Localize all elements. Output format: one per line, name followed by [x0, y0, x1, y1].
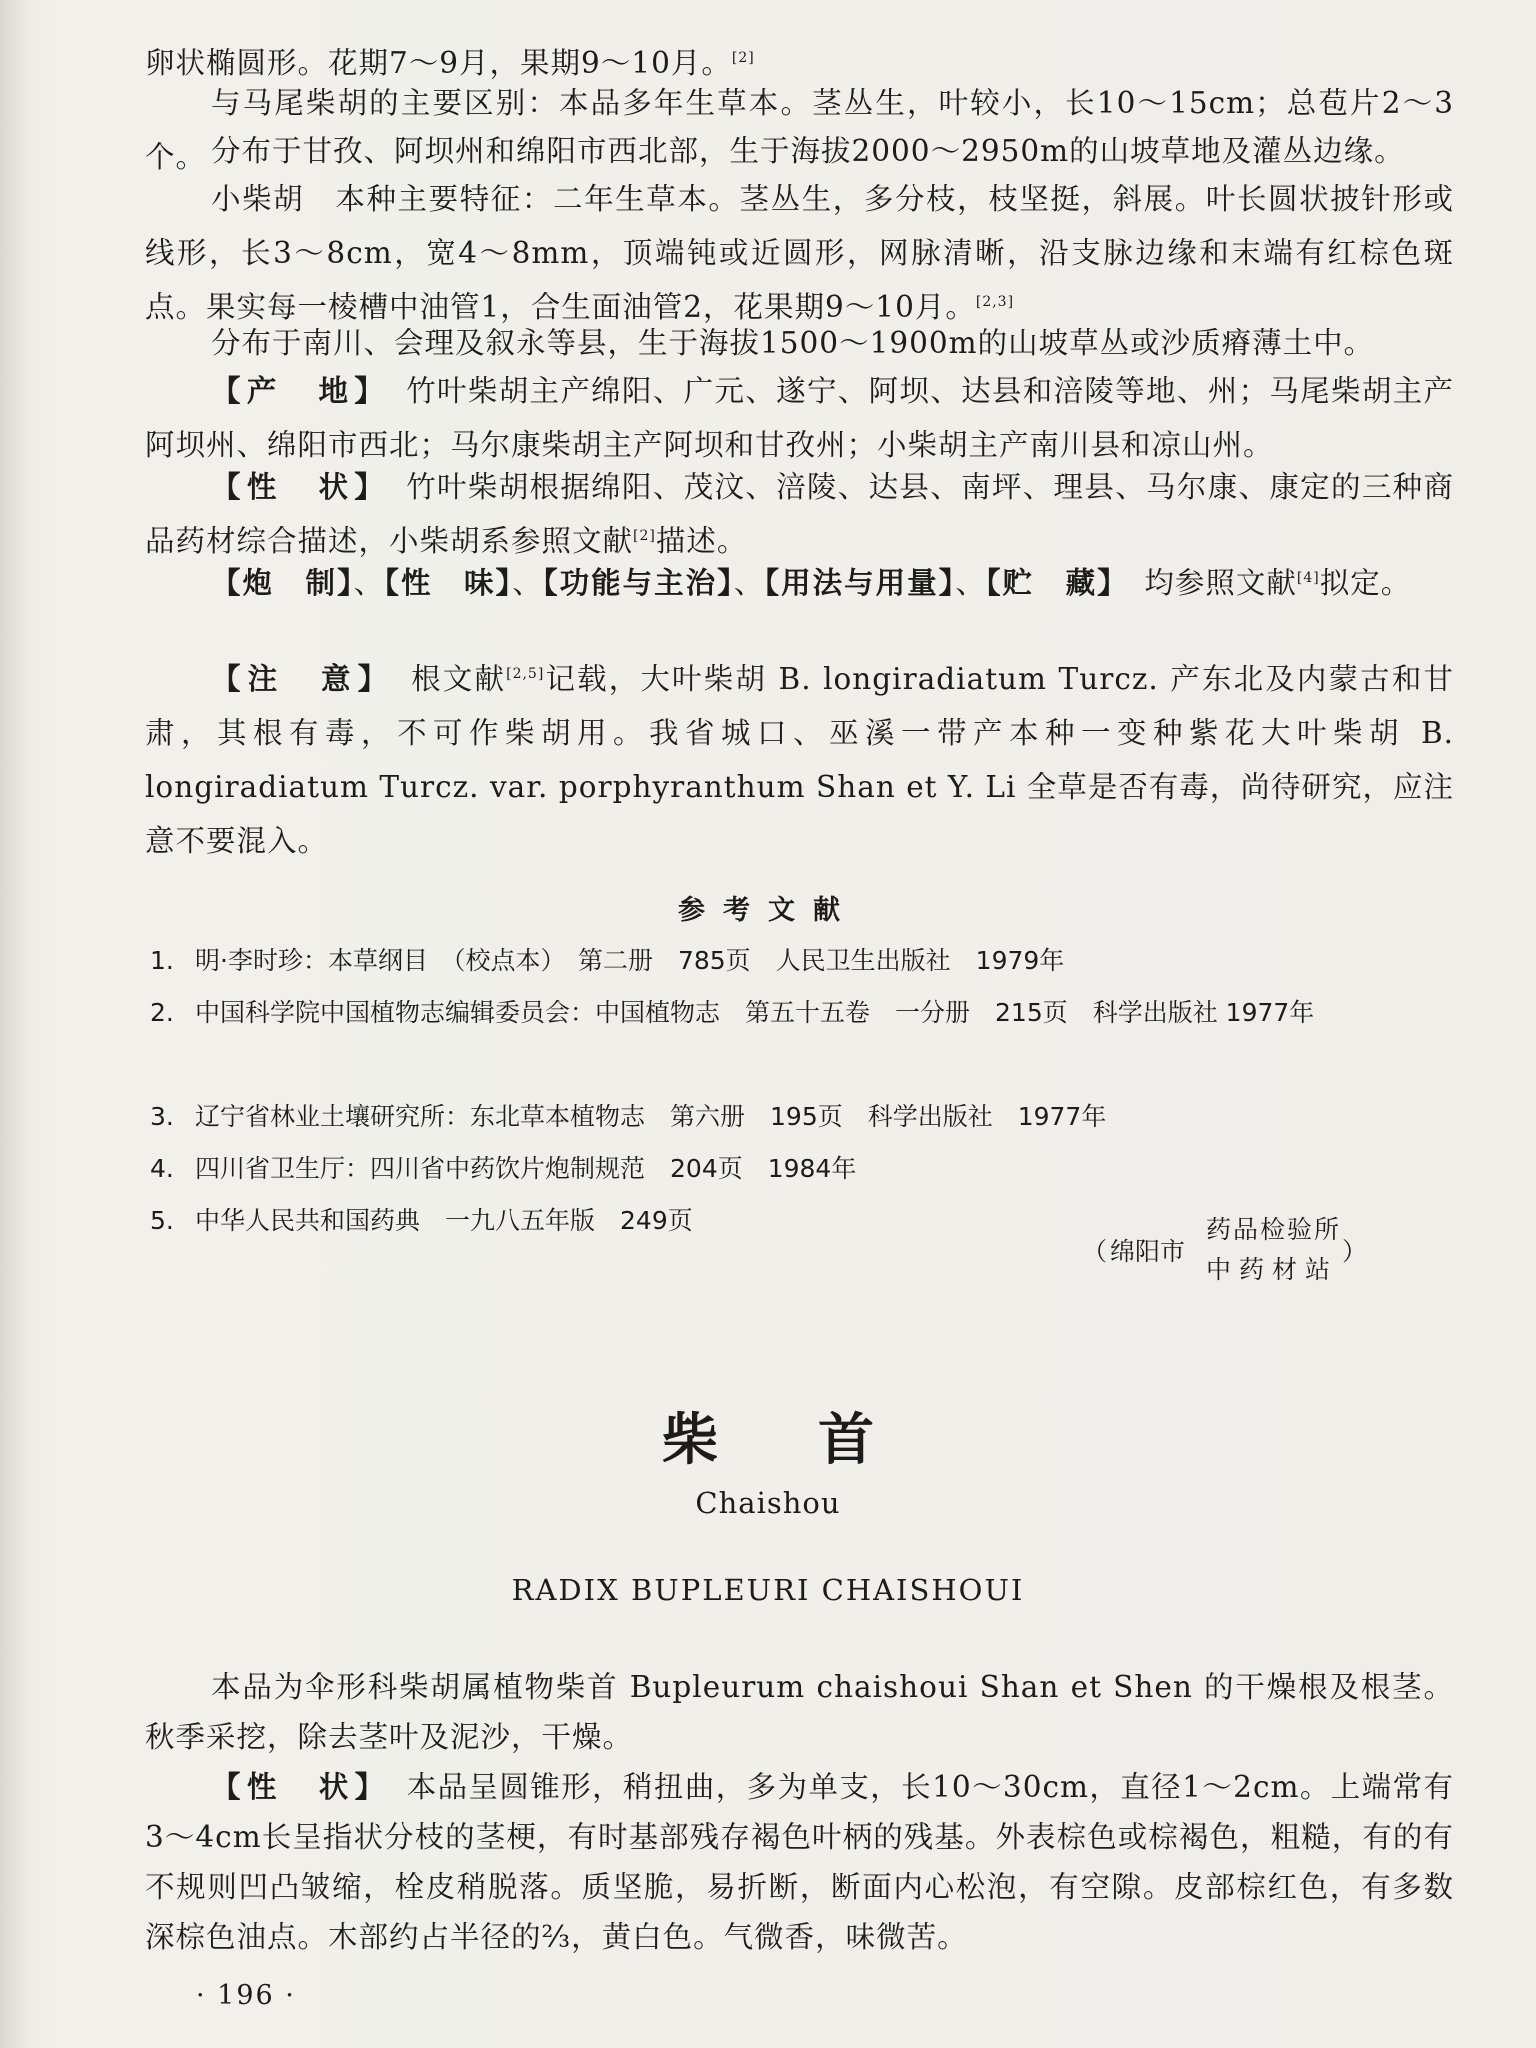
section-xingzhuang: 【性 状】 竹叶柴胡根据绵阳、茂汶、涪陵、达县、南坪、理县、马尔康、康定的三种商品药材综合描述，小柴胡系参照文献[2]描述。 [145, 470, 1454, 558]
monograph-latin-name: RADIX BUPLEURI CHAISHOUI [511, 1573, 1025, 1607]
section-label-paozhi: 【炮 制】 [211, 566, 354, 600]
monograph-pinyin: Chaishou [695, 1486, 841, 1520]
section-label-xingwei: 【性 味】 [384, 566, 513, 600]
citation-superscript: [2,3] [975, 294, 1015, 311]
section-chandi: 【产 地】 竹叶柴胡主产绵阳、广元、遂宁、阿坝、达县和涪陵等地、州；马尾柴胡主产阿坝州、绵阳市西北；马尔康柴胡主产阿坝和甘孜州；小柴胡主产南川县和凉山州。 [145, 374, 1454, 462]
reference-item: 5. 中华人民共和国药典 一九八五年版 249页 [150, 1206, 693, 1235]
reference-item: 4. 四川省卫生厅：四川省中药饮片炮制规范 204页 1984年 [150, 1154, 857, 1183]
section-label-yongfa: 【用法与用量】 [764, 566, 956, 600]
paragraph-xiao-chaihu: 小柴胡 本种主要特征：二年生草本。茎丛生，多分枝，枝坚挺，斜展。叶长圆状披针形或线形，长3～8cm，宽4～8mm，顶端钝或近圆形，网脉清晰，沿支脉边缘和末端有红棕色斑点。果实每一棱槽中油管1，合生面油管2，花果期9～10月。[2,3] [145, 182, 1454, 324]
section-label-xingzhuang: 【性 状】 [211, 470, 376, 504]
section-label-zhucang: 【贮 藏】 [985, 566, 1114, 600]
reference-item: 3. 辽宁省林业土壤研究所：东北草本植物志 第六册 195页 科学出版社 1977年 [150, 1102, 1107, 1131]
fraction: ⅔ [541, 1920, 572, 1954]
section-label-chandi: 【产 地】 [211, 374, 376, 408]
reference-item: 2. 中国科学院中国植物志编辑委员会：中国植物志 第五十五卷 一分册 215页 科学出版社 1977年 [150, 998, 1315, 1027]
citation-superscript: [4] [1296, 570, 1320, 587]
citation-superscript: [2] [633, 528, 656, 545]
reference-item: 1. 明·李时珍：本草纲目 （校点本） 第二册 785页 人民卫生出版社 1979年 [150, 946, 1065, 975]
section-label-xingzhuang: 【性 状】 [211, 1770, 376, 1804]
citation-superscript: [2,5] [506, 666, 545, 683]
section-paozhi: 【炮 制】、【性 味】、【功能与主治】、【用法与用量】、【贮 藏】 均参照文献[4]拟定。 [211, 566, 1412, 600]
monograph-intro: 本品为伞形科柴胡属植物柴首 Bupleurum chaishoui Shan et Shen 的干燥根及根茎。秋季采挖，除去茎叶及泥沙，干燥。 [145, 1670, 1454, 1754]
monograph-xingzhuang: 【性 状】 本品呈圆锥形，稍扭曲，多为单支，长10～30cm，直径1～2cm。上端常有3～4cm长呈指状分枝的茎梗，有时基部残存褐色叶柄的残基。外表棕色或棕褐色，粗糙，有的有不规则凹凸皱缩，栓皮稍脱落。质坚脆，易折断，断面内心松泡，有空隙。皮部棕红色，有多数深棕色油点。木部约占半径的⅔，黄白色。气微香，味微苦。 [145, 1770, 1454, 1954]
section-label-zhuyi: 【注 意】 [211, 662, 380, 696]
monograph-title: 柴首 [662, 1408, 974, 1473]
paragraph-difference: 与马尾柴胡的主要区别：本品多年生草本。茎丛生，叶较小，长10～15cm；总苞片2～3个。 [145, 86, 1454, 174]
section-label-gongneng: 【功能与主治】 [542, 566, 734, 600]
paragraph-distribution-2: 分布于南川、会理及叙永等县，生于海拔1500～1900m的山坡草丛或沙质瘠薄土中。 [211, 326, 1375, 360]
section-zhuyi: 【注 意】 根文献[2,5]记载，大叶柴胡 B. longiradiatum Turcz. 产东北及内蒙古和甘肃，其根有毒，不可作柴胡用。我省城口、巫溪一带产本种一变种紫花大叶柴胡 B. longiradiatum Turcz. var. porphyranthum Shan et Y. Li 全草是否有毒，尚待研究，应注意不要混入。 [145, 662, 1454, 858]
paragraph-flower-period: 卵状椭圆形。花期7～9月，果期9～10月。[2] [145, 46, 755, 80]
book-page: 卵状椭圆形。花期7～9月，果期9～10月。[2] 与马尾柴胡的主要区别：本品多年生草本。茎丛生，叶较小，长10～15cm；总苞片2～3个。 分布于甘孜、阿坝州和绵阳市西北部，生于海拔2000～2950m的山坡草地及灌丛边缘。 小柴胡 本种主要特征：二年生草本。茎丛生，多分枝，枝坚挺，斜展。叶长圆状披针形或线形，长3～8cm，宽4～8mm，顶端钝或近圆形，网脉清晰，沿支脉边缘和末端有红棕色斑点。果实每一棱槽中油管1，合生面油管2，花果期9～10月。[2,3] 分布于南川、会理及叙永等县，生于海拔1500～1900m的山坡草丛或沙质瘠薄土中。 【产 地】 竹叶柴胡主产绵阳、广元、遂宁、阿坝、达县和涪陵等地、州；马尾柴胡主产阿坝州、绵阳市西北；马尔康柴胡主产阿坝和甘孜州；小柴胡主产南川县和凉山州。 【性 状】 竹叶柴胡根据绵阳、茂汶、涪陵、达县、南坪、理县、马尔康、康定的三种商品药材综合描述，小柴胡系参照文献[2]描述。 【炮 制】、【性 味】、【功能与主治】、【用法与用量】、【贮 藏】 均参照文献[4]拟定。 【注 意】 根文献[2,5]记载，大叶柴胡 B. longiradiatum Turcz. 产东北及内蒙古和甘肃，其根有毒，不可作柴胡用。我省城口、巫溪一带产本种一变种紫花大叶柴胡 B. longiradiatum Turcz. var. porphyranthum Shan et Y. Li 全草是否有毒，尚待研究，应注意不要混入。 参考文献 1. 明·李时珍：本草纲目 （校点本） 第二册 785页 人民卫生出版社 1979年 2. 中国科学院中国植物志编辑委员会：中国植物志 第五十五卷 一分册 215页 科学出版社 1977年 3. 辽宁省林业土壤研究所：东北草本植物志 第六册 195页 科学出版社 1977年 4. 四川省卫生厅：四川省中药饮片炮制规范 204页 1984年 5. 中华人民共和国药典 一九八五年版 249页 （ 绵阳市 药品检验所 中药材站 ） 柴首 Chaishou RADIX BUPLEURI CHAISHOUI 本品为伞形科柴胡属植物柴首 Bupleurum chaishoui Shan et Shen 的干燥根及根茎。秋季采挖，除去茎叶及泥沙，干燥。 【性 状】 本品呈圆锥形，稍扭曲，多为单支，长10～30cm，直径1～2cm。上端常有3～4cm长呈指状分枝的茎梗，有时基部残存褐色叶柄的残基。外表棕色或棕褐色，粗糙，有的有不规则凹凸皱缩，栓皮稍脱落。质坚脆，易折断，断面内心松泡，有空隙。皮部棕红色，有多数深棕色油点。木部约占半径的⅔，黄白色。气微香，味微苦。 · 196 · [0, 0, 1536, 2048]
citation-superscript: [2] [731, 50, 755, 67]
paragraph-distribution-1: 分布于甘孜、阿坝州和绵阳市西北部，生于海拔2000～2950m的山坡草地及灌丛边缘。 [211, 134, 1405, 168]
page-number: · 196 · [196, 1980, 296, 2011]
references-heading: 参考文献 [678, 895, 858, 926]
